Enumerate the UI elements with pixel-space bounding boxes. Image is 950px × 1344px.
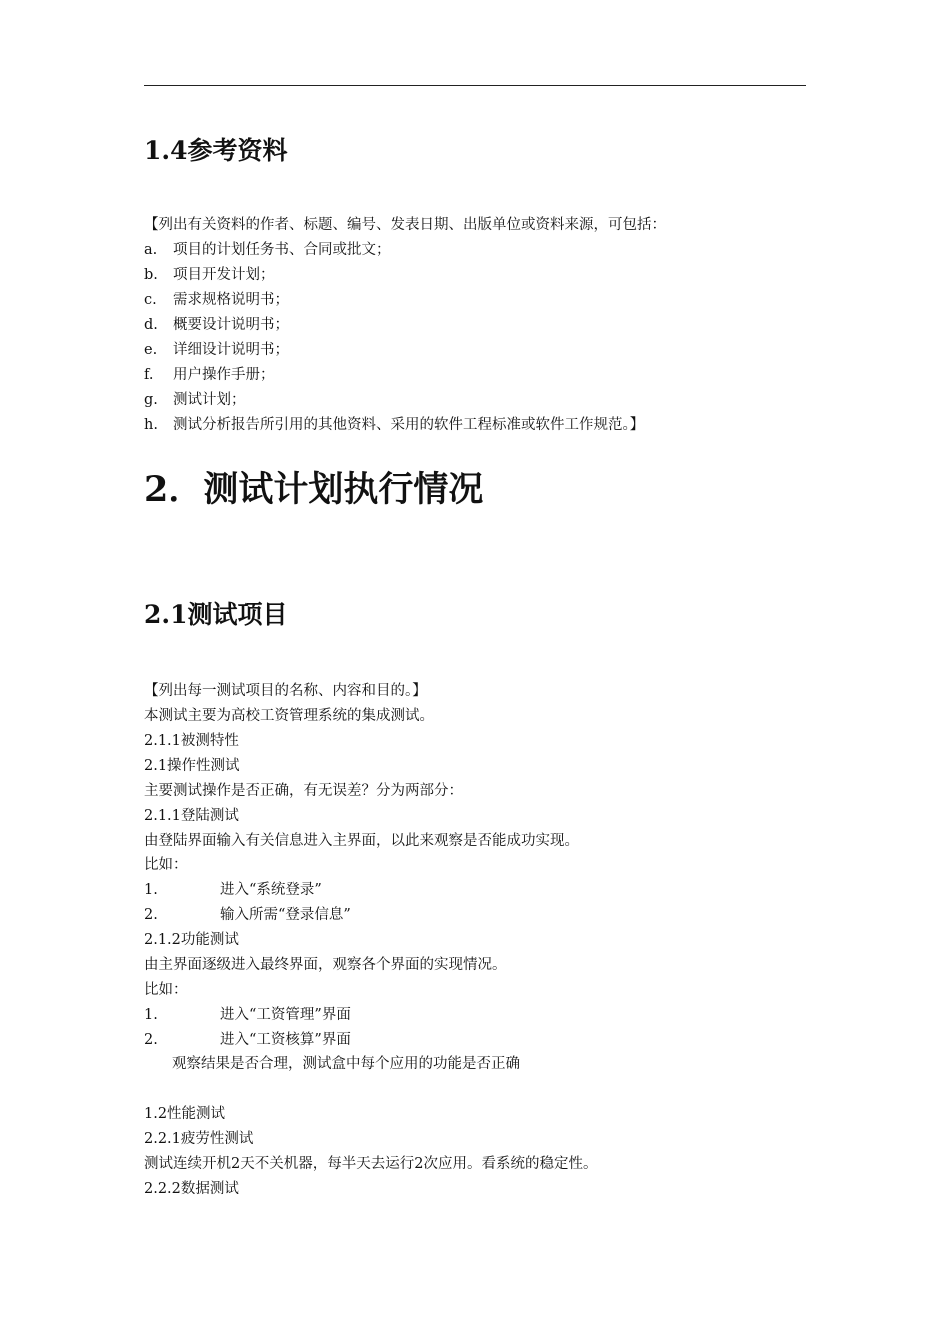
list-text: 进入“工资管理”界面	[220, 1007, 351, 1023]
list-marker: 2.	[144, 907, 158, 923]
list-item	[144, 393, 246, 408]
list-item	[144, 243, 391, 258]
list-item	[144, 318, 289, 333]
paragraph: 2.2.2数据测试	[144, 1181, 239, 1197]
paragraph: 2.1操作性测试	[144, 758, 240, 774]
paragraph: 比如：	[144, 982, 188, 998]
paragraph: 比如：	[144, 857, 188, 873]
list-item	[144, 908, 351, 923]
list-marker: b.	[144, 267, 158, 283]
paragraph: 本测试主要为高校工资管理系统的集成测试。	[144, 708, 434, 724]
paragraph: 1.2性能测试	[144, 1106, 226, 1122]
list-item	[144, 293, 289, 308]
list-item	[144, 368, 275, 383]
list-marker: h.	[144, 417, 158, 433]
list-marker: 1.	[144, 1007, 158, 1023]
paragraph: 2.2.1疲劳性测试	[144, 1131, 254, 1147]
list-marker: e.	[144, 342, 158, 358]
paragraph: 2.1.1被测特性	[144, 733, 239, 749]
list-text: 进入“工资核算”界面	[220, 1032, 351, 1048]
paragraph: 由登陆界面输入有关信息进入主界面，以此来观察是否能成功实现。	[144, 833, 579, 849]
list-marker: d.	[144, 317, 158, 333]
list-text: 用户操作手册；	[173, 367, 275, 383]
list-item	[144, 1008, 351, 1023]
list-marker: a.	[144, 242, 158, 258]
references-intro: 【列出有关资料的作者、标题、编号、发表日期、出版单位或资料来源，可包括：	[144, 217, 666, 233]
list-item	[144, 1033, 351, 1048]
heading-2-1: 2.1测试项目	[144, 600, 288, 629]
list-text: 项目的计划任务书、合同或批文；	[173, 242, 391, 258]
list-marker: f.	[144, 367, 154, 383]
paragraph: 观察结果是否合理，测试盒中每个应用的功能是否正确	[172, 1056, 520, 1072]
list-marker: 1.	[144, 882, 158, 898]
list-text: 概要设计说明书；	[173, 317, 289, 333]
list-item	[144, 343, 289, 358]
paragraph: 由主界面逐级进入最终界面，观察各个界面的实现情况。	[144, 957, 507, 973]
list-text: 测试计划；	[173, 392, 246, 408]
list-text: 输入所需“登录信息”	[220, 907, 351, 923]
list-item	[144, 883, 322, 898]
paragraph: 主要测试操作是否正确，有无误差？分为两部分：	[144, 783, 463, 799]
list-marker: 2.	[144, 1032, 158, 1048]
list-text: 项目开发计划；	[173, 267, 275, 283]
chapter-2-heading: 2．测试计划执行情况	[144, 469, 484, 510]
list-text: 详细设计说明书；	[173, 342, 289, 358]
paragraph: 测试连续开机2天不关机器，每半天去运行2次应用。看系统的稳定性。	[144, 1156, 598, 1172]
list-text: 测试分析报告所引用的其他资料、采用的软件工程标准或软件工作规范。】	[173, 417, 645, 433]
heading-1-4: 1.4参考资料	[144, 136, 288, 165]
list-marker: c.	[144, 292, 157, 308]
paragraph: 2.1.2功能测试	[144, 932, 239, 948]
list-marker: g.	[144, 392, 158, 408]
paragraph: 2.1.1登陆测试	[144, 808, 239, 824]
paragraph: 【列出每一测试项目的名称、内容和目的。】	[144, 683, 427, 699]
list-item	[144, 418, 644, 433]
header-rule	[144, 85, 806, 86]
list-text: 需求规格说明书；	[173, 292, 289, 308]
list-item	[144, 268, 275, 283]
list-text: 进入“系统登录”	[220, 882, 322, 898]
